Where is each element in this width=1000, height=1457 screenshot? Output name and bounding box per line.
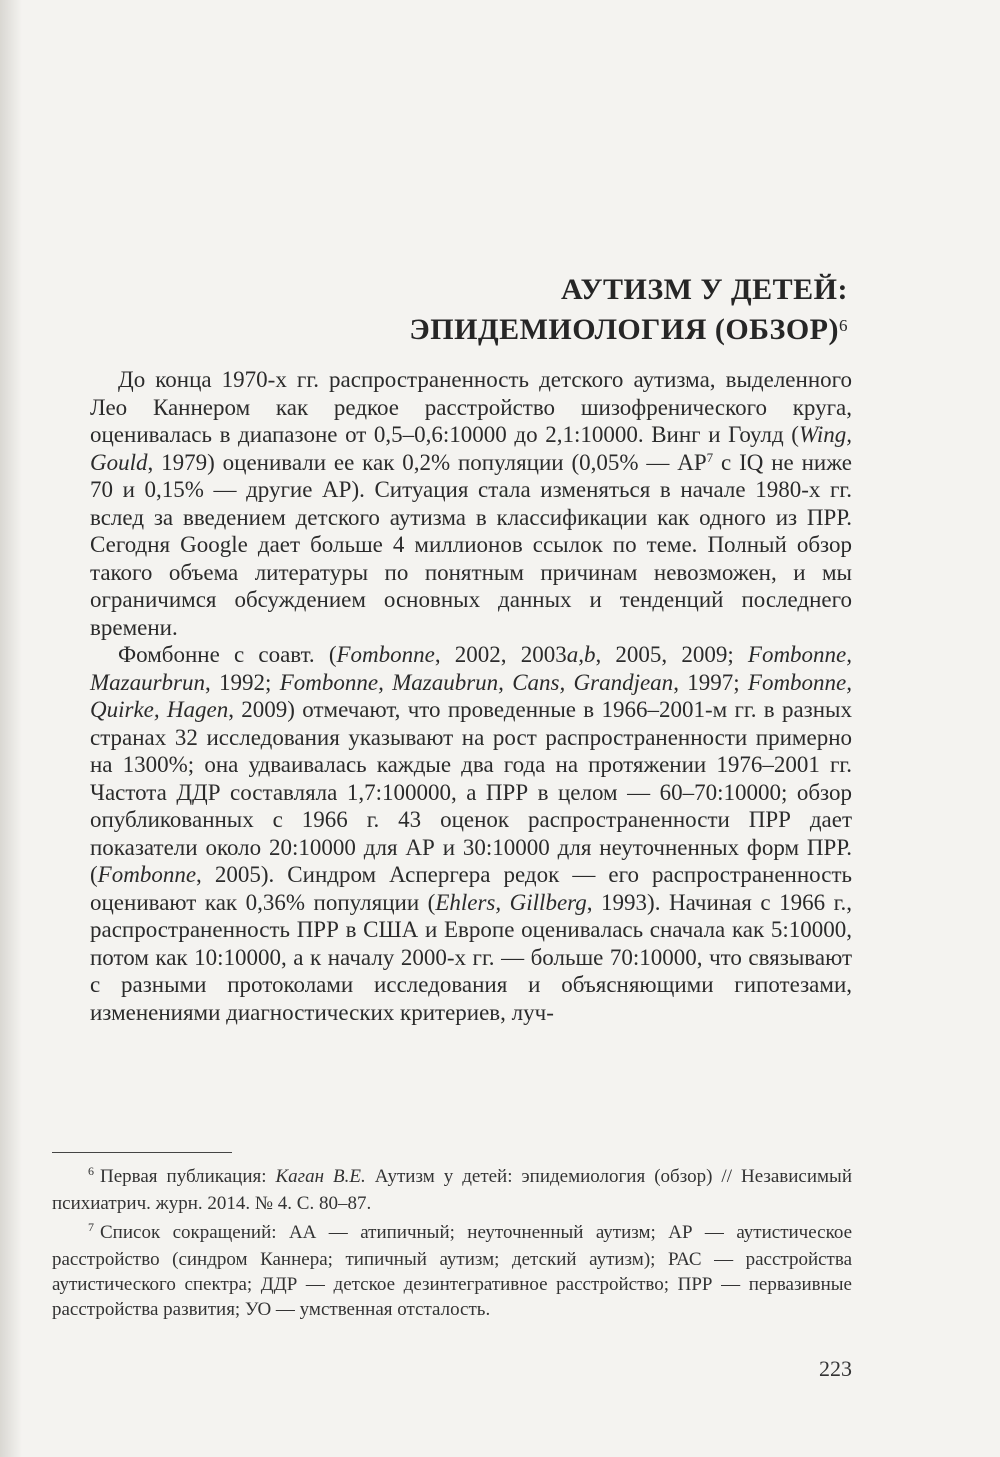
p2-citation-2: a,b: [566, 642, 596, 667]
page-gutter-shadow: [0, 0, 22, 1457]
title-footnote-mark: 6: [839, 316, 848, 335]
page-number: 223: [819, 1356, 852, 1381]
p2-citation-4: Fombonne, Mazaubrun, Cans, Grandjean: [279, 669, 674, 695]
p1-citation-1: Wing, Gould: [90, 422, 852, 475]
p2-citation-5: Fombonne, Quirke, Hagen: [90, 669, 853, 722]
footnote-number: 7: [88, 1220, 94, 1234]
chapter-title: [409, 270, 848, 354]
paragraph-2: [90, 641, 852, 1026]
footnote-6-author: Каган В.Е.: [275, 1166, 366, 1187]
chapter-title-text: ЭПИДЕМИОЛОГИЯ (ОБЗОР): [409, 313, 839, 346]
footnote-separator: [52, 1152, 232, 1153]
p2-citation-6: Fombonne: [97, 862, 197, 887]
paragraph-1: [90, 366, 852, 641]
p1-text-2: , 1979) оценивали ее как 0,2% популяции (0,05% — АР: [147, 449, 707, 475]
p2-text-6: , 2009) отмечают, что проведенные в 1966–2001-м гг. в разных странах 32 исследования указывают на рост распространенности примерно на 1300%; она удваивалась каждые два года на протяжении 1976–2001 гг. Частота ДДР составляла 1,7:100000, а ПРР в целом — 60–70:10000; обзор опубликованных с 1966 г. 43 оценок распространенности ПРР дает показатели около 20:10000 для АР и 30:10000 для неуточненных форм ПРР. (: [90, 697, 853, 887]
footnote-6: [52, 1164, 852, 1216]
footnote-ref-7: 7: [706, 449, 714, 465]
footnote-6-text-2: Аутизм у детей: эпидемиология (обзор) // Независимый психиатрич. журн. 2014. № 4. С. 80–87.: [52, 1166, 852, 1214]
footnotes: [52, 1164, 852, 1326]
p2-citation-3: Fombonne, Mazaurbrun: [90, 642, 853, 695]
body-text: [90, 366, 852, 1026]
p2-text-2: , 2002, 2003: [434, 642, 567, 667]
footnote-6-text-1: Первая публикация:: [100, 1166, 276, 1187]
footnote-number: 6: [88, 1164, 94, 1178]
chapter-title-line-1: АУТИЗМ У ДЕТЕЙ:: [560, 273, 848, 306]
footnote-7: [52, 1220, 852, 1322]
p2-text-3: , 2005, 2009;: [595, 642, 748, 667]
chapter-title-line-2: [409, 310, 848, 354]
p2-text-5: , 1997;: [673, 669, 748, 695]
p1-text-3: с IQ не ниже 70 и 0,15% — другие АР). Ситуация стала изменяться в начале 1980-х гг. вслед за введением детского аутизма в классификации как одного из ПРР. Сегодня Google дает больше 4 миллионов ссылок по теме. Полный обзор такого объема литературы по понятным причинам невозможен, и мы ограничимся обсуждением основных данных и тенденций последнего времени.: [90, 449, 852, 640]
footnote-7-text: Список сокращений: АА — атипичный; неуточненный аутизм; АР — аутистическое расстройство (синдром Каннера; типичный аутизм; детский аутизм); РАС — расстройства аутистического спектра; ДДР — детское дезинтегративное расстройство; ПРР — первазивные расстройства развития; УО — умственная отсталость.: [52, 1222, 852, 1320]
p2-text-8: , 1993). Начиная с 1966 г., распространенность ПРР в США и Европе оценивалась сначала как 5:10000, потом как 10:10000, а к началу 2000-х гг. — больше 70:10000, что связывают с разными протоколами исследования и объясняющими гипотезами, изменениями диагностических критериев, луч-: [90, 889, 852, 1025]
p2-citation-7: Ehlers, Gillberg: [435, 889, 587, 915]
p2-text-1: Фомбонне с соавт. (: [118, 642, 337, 667]
p1-text-1: До конца 1970-х гг. распространенность детского аутизма, выделенного Лео Каннером как редкое расстройство шизофренического круга, оценивалась в диапазоне от 0,5–0,6:10000 до 2,1:10000. Винг и Гоулд (: [90, 367, 852, 447]
p2-text-4: , 1992;: [205, 669, 280, 695]
p2-text-7: , 2005). Синдром Аспергера редок — его распространенность оценивают как 0,36% популяции (: [90, 862, 852, 915]
p2-citation-1: Fombonne: [336, 642, 435, 667]
